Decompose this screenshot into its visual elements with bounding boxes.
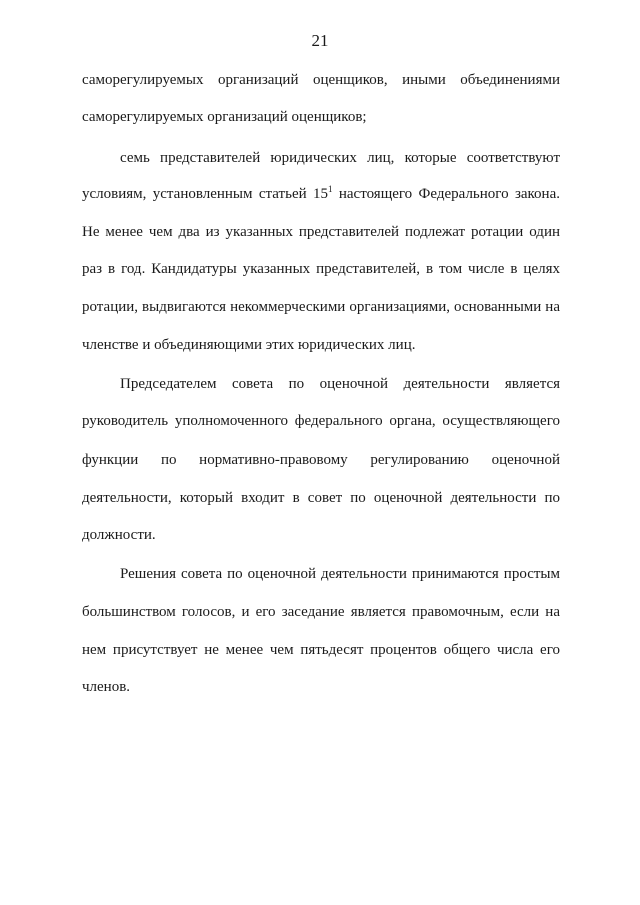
text-line: членов. bbox=[82, 679, 131, 695]
text-line: ротации, выдвигаются некоммерческими организациями, основанными на bbox=[82, 299, 560, 315]
text-line: Председателем совета по оценочной деятельности является bbox=[120, 376, 560, 392]
text-line: функции по нормативно-правовому регулированию оценочной bbox=[82, 452, 560, 468]
text-line: руководитель уполномоченного федерального органа, осуществляющего bbox=[82, 413, 560, 429]
text-line: Решения совета по оценочной деятельности принимаются простым bbox=[120, 566, 560, 582]
text-line bbox=[82, 184, 560, 204]
text-line: саморегулируемых организаций оценщиков, иными объединениями bbox=[82, 72, 560, 88]
text-line: семь представителей юридических лиц, которые соответствуют bbox=[120, 150, 560, 166]
text-line: Не менее чем два из указанных представителей подлежат ротации один bbox=[82, 224, 560, 240]
superscript: 1 bbox=[328, 184, 333, 194]
text-fragment: условиям, установленным статьей 15 bbox=[82, 186, 328, 202]
text-line: раз в год. Кандидатуры указанных представителей, в том числе в целях bbox=[82, 261, 560, 277]
text-line: саморегулируемых организаций оценщиков; bbox=[82, 109, 367, 125]
text-line: большинством голосов, и его заседание является правомочным, если на bbox=[82, 604, 560, 620]
text-fragment: настоящего Федерального закона. bbox=[332, 186, 560, 202]
text-line: должности. bbox=[82, 527, 156, 543]
text-line: нем присутствует не менее чем пятьдесят процентов общего числа его bbox=[82, 642, 560, 658]
text-line: деятельности, который входит в совет по оценочной деятельности по bbox=[82, 490, 560, 506]
page-number: 21 bbox=[311, 31, 329, 50]
text-line: членстве и объединяющими этих юридических лиц. bbox=[82, 337, 416, 353]
